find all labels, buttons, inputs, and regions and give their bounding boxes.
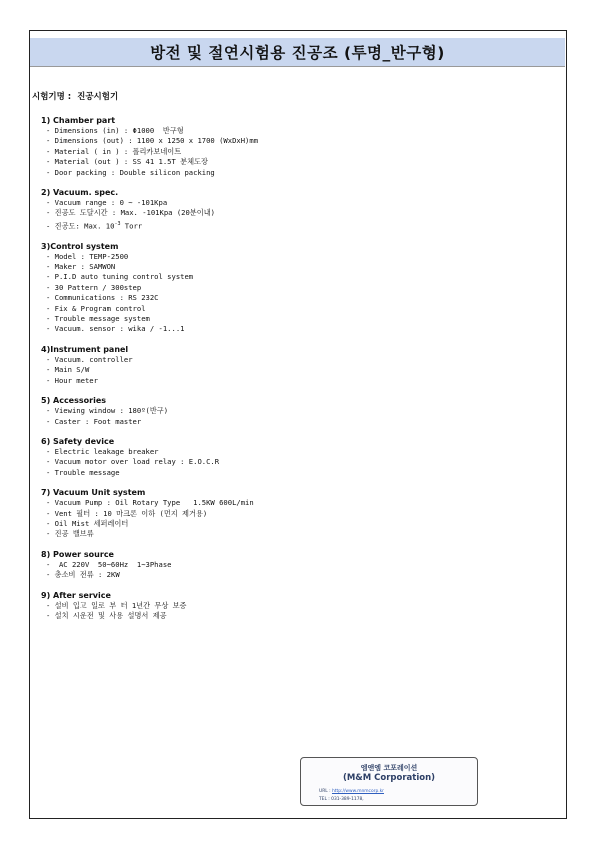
company-phone: TEL : 031-389-1178, bbox=[319, 797, 364, 802]
section-vacuum-unit-system bbox=[41, 487, 561, 540]
company-url-line bbox=[319, 789, 384, 794]
title-divider bbox=[30, 66, 565, 67]
vacuum-degree-exponent: -3 bbox=[114, 220, 121, 227]
document-frame bbox=[29, 30, 567, 819]
spec-item: - P.I.D auto tuning control system bbox=[46, 272, 194, 282]
spec-item: - 30 Pattern / 300step bbox=[46, 282, 142, 292]
spec-item: - Electric leakage breaker bbox=[46, 446, 159, 456]
section-title: 6) Safety device bbox=[41, 436, 115, 446]
section-safety-device bbox=[41, 436, 561, 478]
spec-item: - Hour meter bbox=[46, 375, 98, 385]
spec-item: - Vacuum. controller bbox=[46, 354, 133, 364]
section-instrument-panel bbox=[41, 344, 561, 386]
spec-item: - Oil Mist 세퍼레이터 bbox=[46, 518, 129, 528]
section-title: 5) Accessories bbox=[41, 396, 107, 406]
company-stamp bbox=[300, 757, 478, 806]
spec-item: - Vacuum Pump : Oil Rotary Type 1.5KW 600L/min bbox=[46, 498, 254, 508]
spec-item: - Fix & Program control bbox=[46, 303, 146, 313]
company-url-link[interactable]: http://www.mnmcorp.kr bbox=[331, 789, 384, 794]
spec-item: - Dimensions (out) : 1100 x 1250 x 1700 (WxDxH)mm bbox=[46, 136, 259, 146]
spec-item: - Caster : Foot master bbox=[46, 416, 142, 426]
section-title: 7) Vacuum Unit system bbox=[41, 488, 146, 498]
section-title: 8) Power source bbox=[41, 549, 114, 559]
spec-item: - Trouble message system bbox=[46, 314, 150, 324]
spec-item: - Door packing : Double silicon packing bbox=[46, 167, 215, 177]
spec-item: - 설비 입고 일로 부 터 1년간 무상 보증 bbox=[46, 600, 187, 610]
vacuum-degree-text: - 진공도: Max. 10 bbox=[46, 221, 115, 231]
section-control-system bbox=[41, 241, 561, 335]
spec-item: - 총소비 전류 : 2KW bbox=[46, 570, 120, 580]
spec-item: - Main S/W bbox=[46, 365, 90, 375]
spec-item-vacuum-degree bbox=[41, 219, 561, 232]
spec-item: - Material ( in ) : 폴리카보네이트 bbox=[46, 146, 182, 156]
company-korean-name: 엠앤엠 코포레이션 bbox=[360, 764, 418, 772]
section-after-service bbox=[41, 590, 561, 622]
section-title: 9) After service bbox=[41, 590, 111, 600]
section-vacuum-spec bbox=[41, 187, 561, 232]
section-power-source bbox=[41, 549, 561, 581]
spec-item: - 진공 밸브류 bbox=[46, 529, 94, 539]
section-title: 4)Instrument panel bbox=[41, 344, 129, 354]
spec-item: - Material (out ) : SS 41 1.5T 분체도장 bbox=[46, 157, 208, 167]
section-title: 1) Chamber part bbox=[41, 116, 116, 125]
spec-item: - 설치 시운전 및 사용 설명서 제공 bbox=[46, 610, 167, 620]
spec-item: - Vent 필터 : 10 마크론 이하 (먼지 제거용) bbox=[46, 508, 208, 518]
document-title: 방전 및 절연시험용 진공조 (투명_반구형) bbox=[30, 38, 565, 66]
spec-item: - Maker : SAMWON bbox=[46, 262, 116, 272]
section-title: 2) Vacuum. spec. bbox=[41, 188, 119, 198]
spec-item: - Viewing window : 180º(반구) bbox=[46, 406, 169, 416]
section-chamber-part bbox=[41, 115, 561, 178]
document-subtitle: 시험기명 : 진공시험기 bbox=[32, 92, 119, 102]
spec-item: - Vacuum range : 0 ~ -101Kpa bbox=[46, 198, 168, 208]
spec-item: - Vacuum motor over load relay : E.O.C.R bbox=[46, 457, 220, 467]
spec-item: - Communications : RS 232C bbox=[46, 293, 159, 303]
spec-content bbox=[41, 115, 561, 630]
section-accessories bbox=[41, 395, 561, 427]
vacuum-degree-unit: Torr bbox=[120, 221, 143, 231]
section-title: 3)Control system bbox=[41, 241, 119, 251]
spec-item: - AC 220V 50~60Hz 1~3Phase bbox=[46, 559, 172, 569]
spec-item: - Vacuum. sensor : wika / -1...1 bbox=[46, 324, 185, 334]
spec-item: - 진공도 도달시간 : Max. -101Kpa (20분이내) bbox=[46, 208, 215, 218]
spec-item: - Model : TEMP-2500 bbox=[46, 251, 129, 261]
spec-item: - Trouble message bbox=[46, 467, 120, 477]
spec-item: - Dimensions (in) : Φ1000 반구형 bbox=[46, 126, 184, 135]
company-english-name: (M&M Corporation) bbox=[342, 773, 436, 783]
url-label: URL : bbox=[319, 789, 332, 794]
